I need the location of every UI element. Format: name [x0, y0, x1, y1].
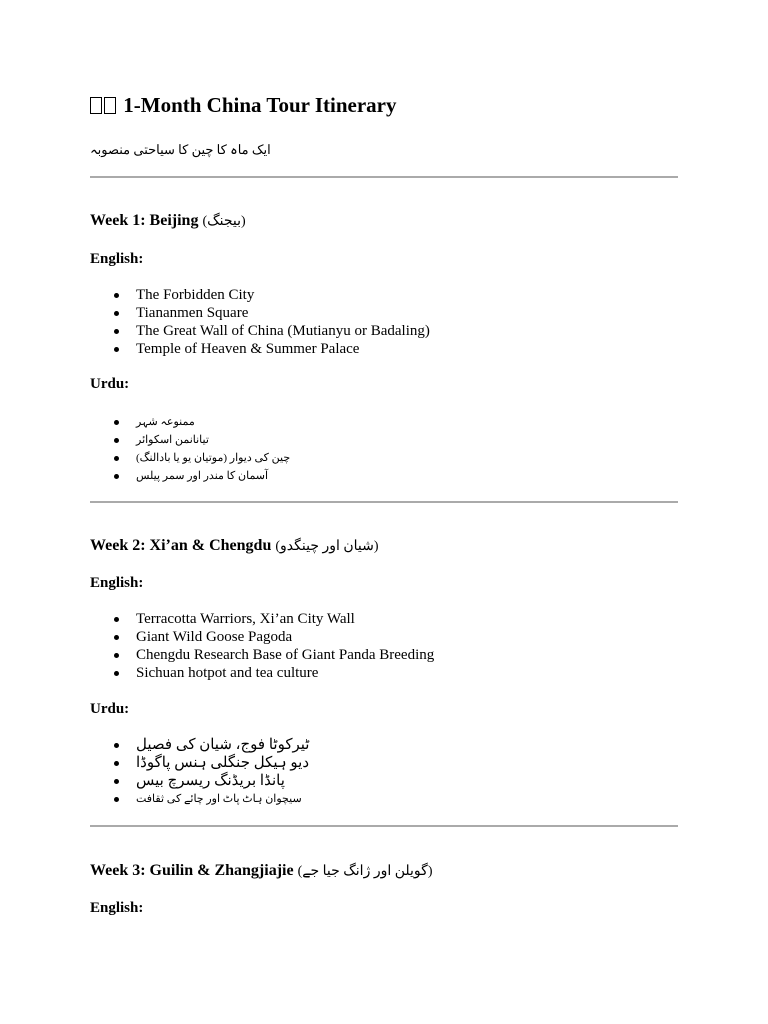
- list-item: تیانانمن اسکوائر: [90, 431, 290, 449]
- list-item: پانڈا بریڈنگ ریسرچ بیس: [90, 772, 309, 790]
- week-2-english-list: [90, 610, 434, 682]
- page-title-text: 1-Month China Tour Itinerary: [123, 93, 397, 117]
- divider: [90, 176, 678, 178]
- week-3-heading: [90, 862, 433, 880]
- list-item: Terracotta Warriors, Xi’an City Wall: [90, 610, 434, 628]
- week-3-english-label: English:: [90, 900, 144, 916]
- list-item: The Forbidden City: [90, 286, 430, 304]
- page-subtitle-urdu: ایک ماہ کا چین کا سیاحتی منصوبہ: [90, 142, 271, 157]
- list-item: Chengdu Research Base of Giant Panda Breeding: [90, 646, 434, 664]
- list-item: آسمان کا مندر اور سمر پیلس: [90, 467, 290, 485]
- week-1-heading-text: Week 1: Beijing: [90, 212, 199, 229]
- week-2-heading-text: Week 2: Xi’an & Chengdu: [90, 537, 272, 554]
- week-2-english-label: English:: [90, 575, 144, 591]
- list-item: ٹیرکوٹا فوج، شیان کی فصیل: [90, 736, 309, 754]
- week-2-heading: [90, 537, 379, 555]
- week-3-heading-urdu: (گویلن اور ژانگ جیا جے): [297, 864, 433, 879]
- list-item: The Great Wall of China (Mutianyu or Badaling): [90, 322, 430, 340]
- week-2-heading-urdu: (شیان اور چینگدو): [275, 539, 379, 554]
- list-item: سیچوان ہاٹ پاٹ اور چائے کی ثقافت: [90, 790, 309, 808]
- list-item: Sichuan hotpot and tea culture: [90, 664, 434, 682]
- list-item: دیو ہیکل جنگلی ہنس پاگوڈا: [90, 754, 309, 772]
- week-3-heading-text: Week 3: Guilin & Zhangjiajie: [90, 862, 294, 879]
- week-1-english-list: [90, 286, 430, 358]
- week-2-urdu-label: Urdu:: [90, 701, 130, 717]
- week-1-urdu-label: Urdu:: [90, 376, 130, 392]
- week-1-urdu-list: [90, 413, 290, 485]
- week-1-heading: [90, 212, 246, 230]
- divider: [90, 501, 678, 503]
- list-item: ممنوعہ شہر: [90, 413, 290, 431]
- page-title: [90, 93, 397, 118]
- list-item: چین کی دیوار (موتیان یو یا بادالنگ): [90, 449, 290, 467]
- list-item: Giant Wild Goose Pagoda: [90, 628, 434, 646]
- week-1-heading-urdu: (بیجنگ): [202, 214, 246, 229]
- list-item: Tiananmen Square: [90, 304, 430, 322]
- missing-glyph-icon: [104, 97, 116, 114]
- week-2-urdu-list: [90, 736, 309, 808]
- missing-glyph-icon: [90, 97, 102, 114]
- list-item: Temple of Heaven & Summer Palace: [90, 340, 430, 358]
- divider: [90, 825, 678, 827]
- week-1-english-label: English:: [90, 251, 144, 267]
